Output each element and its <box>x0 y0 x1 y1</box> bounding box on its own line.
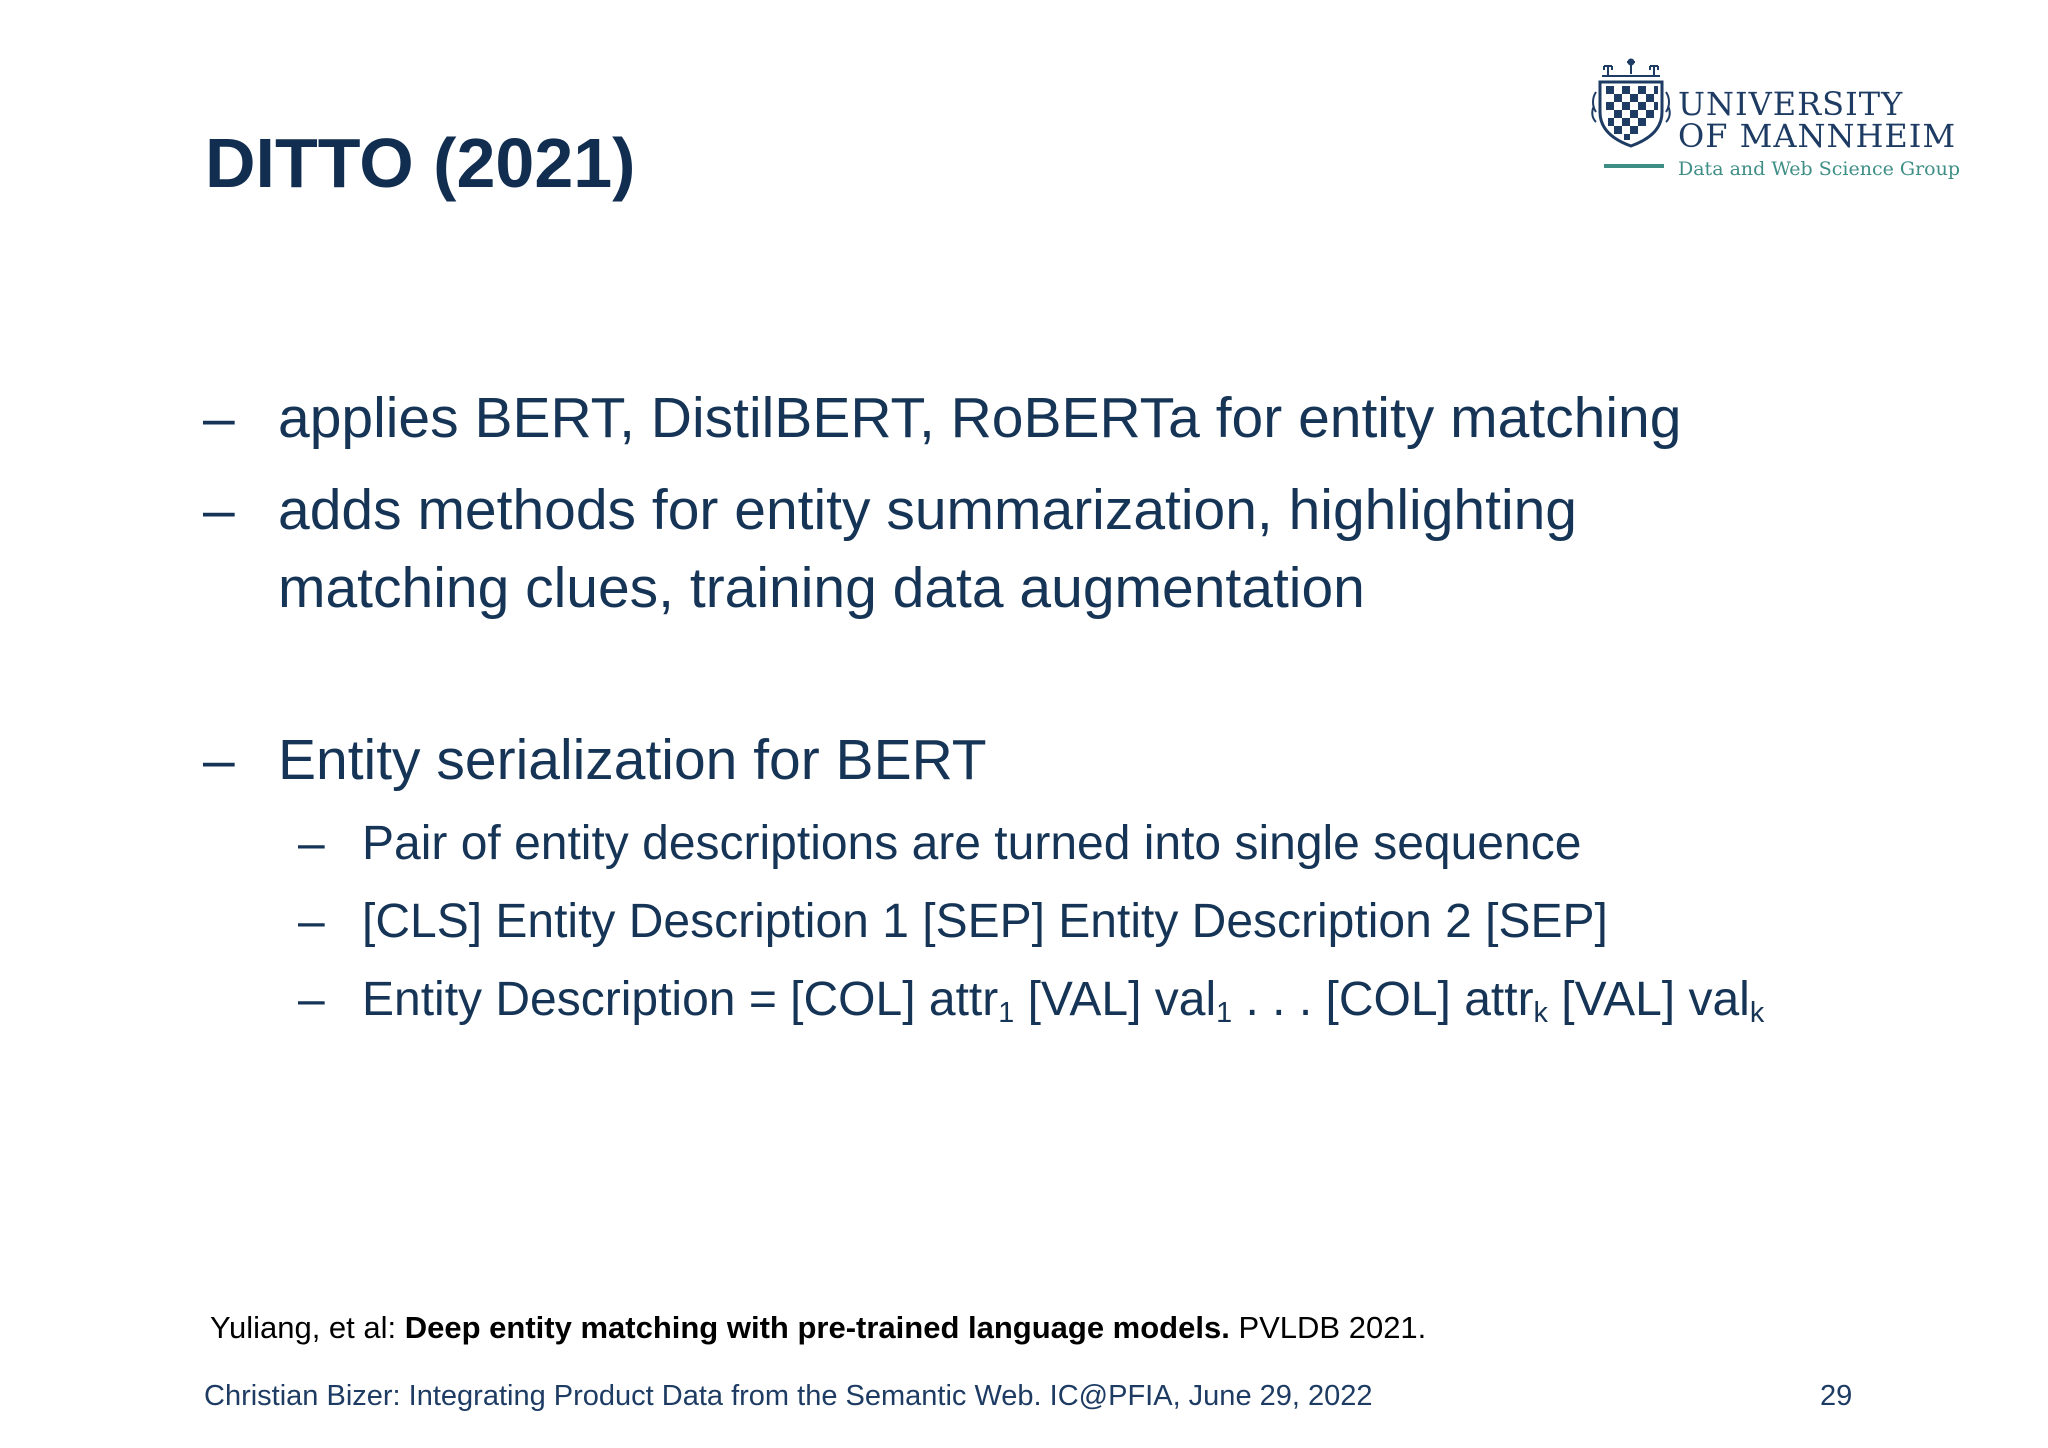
sub-bullet-pair-of-descriptions: Pair of entity descriptions are turned into single sequence <box>362 817 1582 870</box>
bullet-dash: – <box>203 478 235 542</box>
logo-subtitle: Data and Web Science Group <box>1678 158 1960 180</box>
university-crest-icon <box>1590 58 1672 150</box>
formula-part: . . . [COL] attr <box>1232 973 1534 1026</box>
sub-bullet-dash: – <box>298 817 325 870</box>
sub-bullet-entity-description-formula <box>362 973 1765 1030</box>
bullet-adds-methods-line1: adds methods for entity summarization, highlighting <box>278 478 1578 542</box>
page-number: 29 <box>1820 1380 1853 1412</box>
logo-university-text: UNIVERSITY <box>1678 85 1904 123</box>
formula-part: [VAL] val <box>1547 973 1750 1026</box>
bullet-dash: – <box>203 728 235 792</box>
reference-venue: PVLDB 2021. <box>1229 1310 1427 1345</box>
bullet-entity-serialization: Entity serialization for BERT <box>278 728 987 792</box>
sub-bullet-dash: – <box>298 895 325 948</box>
formula-subscript: 1 <box>1216 997 1233 1030</box>
bullet-adds-methods-line2: matching clues, training data augmentation <box>278 556 1365 620</box>
sub-bullet-cls-sequence: [CLS] Entity Description 1 [SEP] Entity Description 2 [SEP] <box>362 895 1608 948</box>
university-logo <box>1590 58 1970 178</box>
formula-subscript: k <box>1749 997 1765 1030</box>
formula-subscript: 1 <box>998 997 1015 1030</box>
formula-part: [VAL] val <box>1014 973 1217 1026</box>
formula-part: Entity Description = [COL] attr <box>362 973 999 1026</box>
logo-divider <box>1604 164 1664 168</box>
reference-paper-title: Deep entity matching with pre-trained language models. <box>404 1310 1230 1345</box>
slide-title: DITTO (2021) <box>205 124 636 202</box>
sub-bullet-dash: – <box>298 973 325 1026</box>
footer-text: Christian Bizer: Integrating Product Data from the Semantic Web. IC@PFIA, June 29, 2022 <box>204 1380 1373 1412</box>
reference-citation <box>210 1312 1426 1343</box>
bullet-dash: – <box>203 386 235 450</box>
logo-mannheim-text: OF MANNHEIM <box>1678 117 1957 155</box>
formula-subscript: k <box>1533 997 1548 1030</box>
bullet-applies-bert: applies BERT, DistilBERT, RoBERTa for entity matching <box>278 386 1682 450</box>
reference-authors: Yuliang, et al: <box>210 1310 405 1345</box>
